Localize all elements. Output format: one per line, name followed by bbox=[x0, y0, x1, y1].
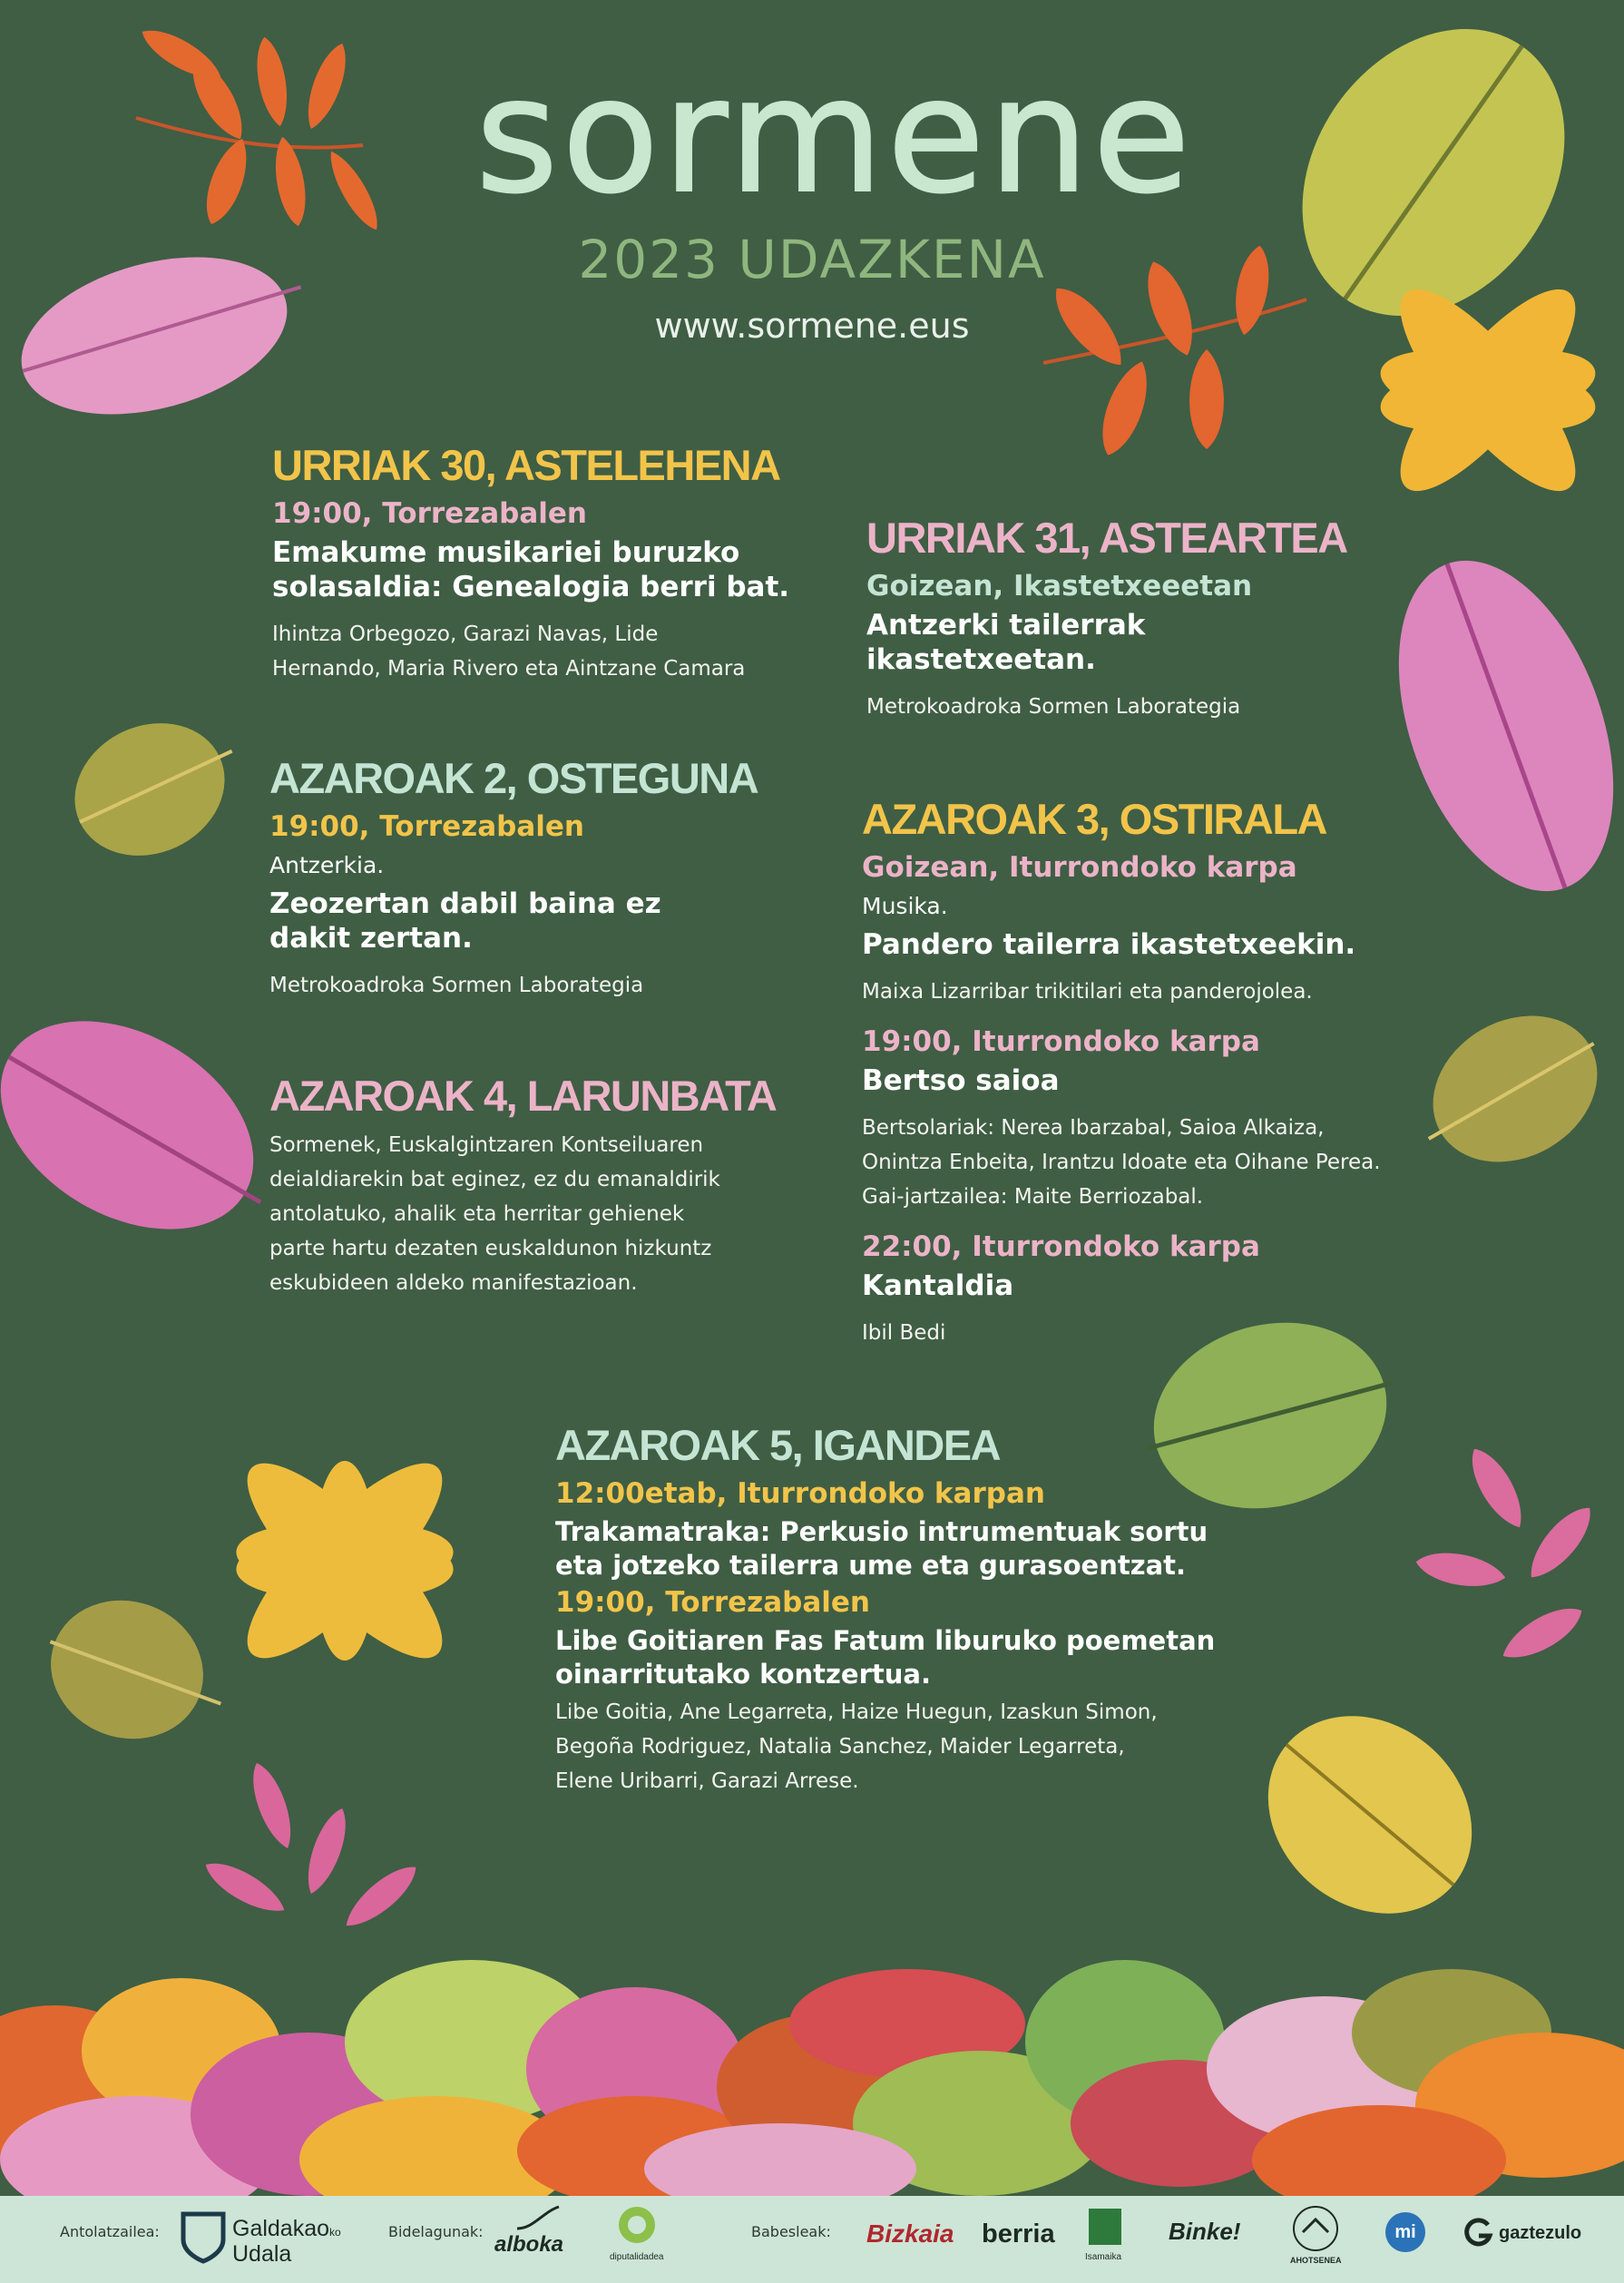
event-title bbox=[866, 608, 1375, 677]
sponsors-label: Babesleak: bbox=[751, 2223, 831, 2240]
sponsor-footer bbox=[0, 2196, 1624, 2283]
event-day: AZAROAK 4, LARUNBATA bbox=[269, 1072, 777, 1120]
event-title-line: Trakamatraka: Perkusio intrumentuak sortu bbox=[555, 1516, 1208, 1547]
event-people: Maixa Lizarribar trikitilari eta panderojolea. bbox=[862, 980, 1313, 1004]
event-nov2 bbox=[269, 753, 832, 1019]
event-people-line: Hernando, Maria Rivero eta Aintzane Camara bbox=[272, 657, 746, 681]
ahotsenea-house-icon bbox=[1292, 2205, 1339, 2252]
leaf-yellow-right-bottom bbox=[1228, 1675, 1511, 1954]
event-day: AZAROAK 3, OSTIRALA bbox=[862, 795, 1326, 843]
event-title-line: solasaldia: Genealogia berri bat. bbox=[272, 571, 790, 603]
event-title: Bertso saioa bbox=[862, 1064, 1060, 1097]
event-time: 22:00, Iturrondoko karpa bbox=[862, 1230, 1260, 1263]
event-time: 19:00, Torrezabalen bbox=[269, 810, 584, 843]
organizer-label: Antolatzailea: bbox=[60, 2223, 160, 2240]
event-title: Kantaldia bbox=[862, 1269, 1014, 1302]
leaf-pink-left-mid bbox=[0, 978, 306, 1280]
event-description-line: antolatuko, ahalik eta herritar gehienek bbox=[269, 1202, 685, 1226]
leaf-branch-orange-topleft bbox=[135, 20, 386, 235]
event-title: Pandero tailerra ikastetxeekin. bbox=[862, 928, 1356, 961]
event-time: 19:00, Torrezabalen bbox=[555, 1586, 870, 1619]
event-nov5 bbox=[555, 1420, 1245, 1815]
event-people-line: Bertsolariak: Nerea Ibarzabal, Saioa Alkaiza, bbox=[862, 1116, 1325, 1140]
alboka-horn-icon bbox=[515, 2203, 561, 2232]
sponsor-logo-mi: mi bbox=[1385, 2212, 1425, 2252]
event-nov3 bbox=[862, 794, 1443, 1367]
event-title bbox=[555, 1624, 1245, 1691]
event-people-line: Libe Goitia, Ane Legarreta, Haize Huegun, Izaskun Simon, bbox=[555, 1700, 1158, 1724]
sponsor-logo-bizkaia: Bizkaia bbox=[866, 2219, 954, 2248]
event-oct30 bbox=[272, 440, 835, 702]
event-title bbox=[555, 1515, 1245, 1582]
event-people: Metrokoadroka Sormen Laborategia bbox=[269, 974, 644, 997]
event-nov4 bbox=[269, 1071, 832, 1317]
event-description-line: parte hartu dezaten euskaldunon hizkuntz bbox=[269, 1237, 712, 1260]
event-people bbox=[862, 1111, 1443, 1214]
isamaika-logo-icon bbox=[1089, 2209, 1121, 2245]
sponsor-logo-isamaika: Isamaika bbox=[1085, 2252, 1122, 2262]
event-time: Goizean, Iturrondoko karpa bbox=[862, 851, 1297, 884]
event-people-line: Ihintza Orbegozo, Garazi Navas, Lide bbox=[272, 622, 659, 646]
event-day: AZAROAK 5, IGANDEA bbox=[555, 1421, 1001, 1469]
organizer-name: Galdakao bbox=[232, 2216, 330, 2241]
event-title-line: Zeozertan dabil baina ez bbox=[269, 887, 661, 920]
event-time: 12:00etab, Iturrondoko karpan bbox=[555, 1477, 1045, 1510]
sponsor-logo-binke: Binke! bbox=[1169, 2218, 1241, 2245]
sormene-logo bbox=[426, 64, 1243, 245]
event-people: Metrokoadroka Sormen Laborategia bbox=[866, 695, 1241, 719]
gaztezulo-g-icon bbox=[1463, 2218, 1493, 2249]
event-description-line: deialdiarekin bat eginez, ez du emanaldirik bbox=[269, 1168, 720, 1191]
event-people bbox=[272, 617, 835, 686]
season-label: 2023 UDAZKENA bbox=[578, 229, 1046, 290]
event-people bbox=[555, 1695, 1245, 1798]
event-people: Ibil Bedi bbox=[862, 1321, 946, 1345]
event-day: URRIAK 30, ASTELEHENA bbox=[272, 441, 780, 489]
leaf-branch-pink-right bbox=[1414, 1441, 1601, 1669]
organizer-name-suffix: ko bbox=[329, 2226, 341, 2239]
event-category: Musika. bbox=[862, 893, 948, 919]
event-title-line: dakit zertan. bbox=[269, 922, 473, 955]
event-time: Goizean, Ikastetxeeetan bbox=[866, 570, 1253, 603]
event-time: 19:00, Torrezabalen bbox=[272, 497, 587, 530]
event-description bbox=[269, 1128, 832, 1300]
event-category: Antzerkia. bbox=[269, 852, 385, 878]
event-title-line: ikastetxeetan. bbox=[866, 643, 1096, 676]
partner-logo-alboka: alboka bbox=[494, 2232, 564, 2257]
event-day: URRIAK 31, ASTEARTEA bbox=[866, 514, 1347, 562]
leaf-olive-small-left bbox=[53, 693, 259, 879]
galdakao-shield-icon bbox=[180, 2209, 227, 2265]
sponsor-logo-ahotsenea: AHOTSENEA bbox=[1290, 2256, 1342, 2265]
organizer-logo bbox=[232, 2218, 341, 2265]
leaf-olive-left-lower bbox=[27, 1578, 244, 1768]
logo-text: sormene bbox=[475, 64, 1194, 229]
event-title-line: oinarritutako kontzertua. bbox=[555, 1659, 931, 1690]
organizer-name: Udala bbox=[232, 2241, 292, 2267]
event-people-line: Begoña Rodriguez, Natalia Sanchez, Maider Legarreta, bbox=[555, 1735, 1125, 1759]
sponsor-logo-gaztezulo: gaztezulo bbox=[1499, 2223, 1582, 2243]
partners-label: Bidelagunak: bbox=[388, 2223, 484, 2240]
diputalidadea-circle-icon bbox=[617, 2205, 657, 2245]
leaf-branch-pink-left bbox=[199, 1759, 424, 1935]
leaf-yellow-maple-left bbox=[223, 1439, 467, 1683]
website-link[interactable]: www.sormene.eus bbox=[654, 306, 970, 346]
leaf-yellow-maple-right bbox=[1375, 267, 1601, 514]
event-people-line: Gai-jartzailea: Maite Berriozabal. bbox=[862, 1185, 1204, 1209]
event-oct31 bbox=[866, 513, 1375, 740]
event-title-line: eta jotzeko tailerra ume eta gurasoentzat. bbox=[555, 1550, 1187, 1581]
event-time: 19:00, Iturrondoko karpa bbox=[862, 1025, 1260, 1058]
sponsor-logo-berria: berria bbox=[982, 2219, 1055, 2249]
event-title bbox=[272, 535, 835, 604]
event-title bbox=[269, 887, 832, 955]
event-description-line: Sormenek, Euskalgintzaren Kontseiluaren bbox=[269, 1133, 704, 1157]
leaf-pile-bottom bbox=[0, 1960, 1624, 2223]
event-title-line: Emakume musikariei buruzko bbox=[272, 536, 740, 569]
event-day: AZAROAK 2, OSTEGUNA bbox=[269, 754, 758, 802]
partner-logo-diputalidadea: diputalidadea bbox=[610, 2252, 664, 2262]
event-title-line: Libe Goitiaren Fas Fatum liburuko poemetan bbox=[555, 1625, 1216, 1656]
event-description-line: eskubideen aldeko manifestazioan. bbox=[269, 1271, 638, 1295]
event-people-line: Elene Uribarri, Garazi Arrese. bbox=[555, 1769, 859, 1793]
event-title-line: Antzerki tailerrak bbox=[866, 609, 1146, 642]
event-people-line: Onintza Enbeita, Irantzu Idoate eta Oihane Perea. bbox=[862, 1151, 1381, 1174]
